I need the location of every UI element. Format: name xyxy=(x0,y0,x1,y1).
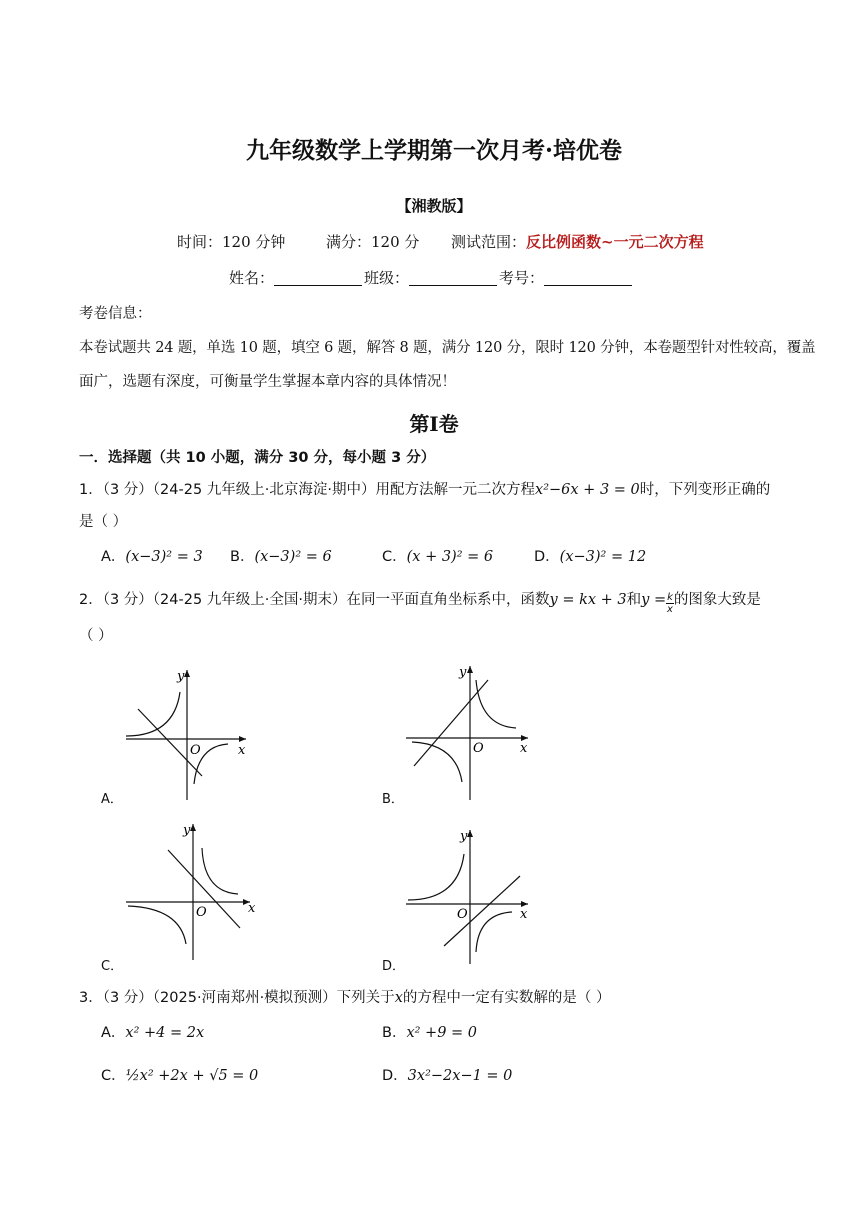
info-heading: 考卷信息： xyxy=(79,306,152,322)
time-info: 时间：120 分钟 xyxy=(177,233,286,251)
q1-option-b-label: B． xyxy=(230,549,255,565)
q3-option-c-expr: ½x² +2x + √5 = 0 xyxy=(125,1068,259,1084)
x-axis-label: x xyxy=(248,901,256,916)
q3-option-a[interactable] xyxy=(101,1021,204,1042)
q2-graph-c xyxy=(120,820,265,965)
q1-stem-line2: 是（ ） xyxy=(79,514,128,530)
q1-option-b[interactable] xyxy=(230,545,332,566)
q3-suffix: 的方程中一定有实数解的是（ ） xyxy=(402,990,611,1006)
q1-option-d-label: D． xyxy=(534,549,560,565)
q3-option-b[interactable] xyxy=(382,1021,477,1042)
name-label: 姓名： xyxy=(229,269,275,287)
hyperbola-branch-1 xyxy=(126,692,180,736)
q3-option-c-label: C． xyxy=(101,1068,126,1084)
class-label: 班级： xyxy=(364,269,410,287)
q2-func2-lhs: y = xyxy=(641,592,667,608)
q1-option-a-label: A． xyxy=(101,549,126,565)
y-axis-label: y xyxy=(459,665,467,680)
q2-option-c[interactable]: C． xyxy=(101,959,124,974)
q1-suffix: 时，下列变形正确的 xyxy=(639,482,771,498)
q2-suffix: 的图象大致是 xyxy=(673,592,761,608)
part1-heading: 一．选择题（共 10 小题，满分 30 分，每小题 3 分） xyxy=(79,450,436,466)
linear-graph xyxy=(444,876,520,946)
q1-option-d[interactable] xyxy=(534,545,646,566)
origin-label: O xyxy=(196,905,207,920)
exam-no-field[interactable] xyxy=(544,271,632,286)
scope-value: 反比例函数~一元二次方程 xyxy=(526,233,704,251)
q3-option-a-label: A． xyxy=(101,1025,126,1041)
q2-option-a[interactable]: A． xyxy=(101,792,123,807)
y-axis-label: y xyxy=(183,823,191,838)
hyperbola-branch-1 xyxy=(408,854,464,900)
q1-option-c-label: C． xyxy=(382,549,407,565)
q3-option-b-expr: x² +9 = 0 xyxy=(406,1025,478,1041)
hyperbola-branch-2 xyxy=(412,742,462,782)
x-axis-label: x xyxy=(238,743,246,758)
origin-label: O xyxy=(473,741,484,756)
hyperbola-branch-2 xyxy=(476,912,512,952)
q2-stem xyxy=(79,588,761,615)
q2-option-d[interactable]: D． xyxy=(382,959,406,974)
origin-label: O xyxy=(190,743,201,758)
name-field[interactable] xyxy=(274,271,362,286)
x-axis-arrow xyxy=(239,736,246,742)
class-field[interactable] xyxy=(409,271,497,286)
y-axis-arrow xyxy=(190,824,196,831)
info-line-2: 面广，选题有深度，可衡量学生掌握本章内容的具体情况！ xyxy=(79,374,456,390)
q3-option-a-expr: x² +4 = 2x xyxy=(125,1025,205,1041)
q2-and: 和 xyxy=(626,592,642,608)
q2-func2-fraction xyxy=(666,592,674,615)
scope-info xyxy=(451,231,704,252)
q1-option-c[interactable] xyxy=(382,545,493,566)
q1-stem xyxy=(79,478,770,499)
q3-option-b-label: B． xyxy=(382,1025,407,1041)
hyperbola-branch-1 xyxy=(202,848,238,894)
q1-option-c-expr: (x + 3)² = 6 xyxy=(406,549,494,565)
student-info-row xyxy=(229,267,634,288)
q2-prefix: 2．（3 分）（24-25 九年级上·全国·期末）在同一平面直角坐标系中，函数 xyxy=(79,592,550,608)
q2-stem-line2: （ ） xyxy=(79,628,113,644)
scope-label: 测试范围： xyxy=(451,233,527,251)
q1-option-a-expr: (x−3)² = 3 xyxy=(125,549,203,565)
q1-option-b-expr: (x−3)² = 6 xyxy=(254,549,332,565)
exam-no-label: 考号： xyxy=(499,269,545,287)
q1-equation: x²−6x + 3 = 0 xyxy=(535,482,640,498)
q3-option-d-expr: 3x²−2x−1 = 0 xyxy=(407,1068,513,1084)
y-axis-arrow xyxy=(467,830,473,837)
edition-label: 【湘教版】 xyxy=(396,197,472,215)
hyperbola-branch-2 xyxy=(128,906,186,944)
q1-option-a[interactable] xyxy=(101,545,203,566)
info-line-1: 本卷试题共 24 题，单选 10 题，填空 6 题，解答 8 题，满分 120 分，限时 120 分钟，本卷题型针对性较高，覆盖 xyxy=(79,340,816,356)
q2-func2-num: k xyxy=(667,592,673,603)
q2-func2-den: x xyxy=(667,604,673,615)
q3-option-d-label: D． xyxy=(382,1068,408,1084)
q3-var: x xyxy=(394,990,403,1006)
q2-graph-b xyxy=(400,660,540,800)
q1-prefix: 1．（3 分）（24-25 九年级上·北京海淀·期中）用配方法解一元二次方程 xyxy=(79,482,536,498)
q2-graph-a xyxy=(120,664,260,804)
q3-prefix: 3．（3 分）（2025·河南郑州·模拟预测）下列关于 xyxy=(79,990,395,1006)
q3-stem xyxy=(79,986,610,1007)
score-info: 满分：120 分 xyxy=(326,233,420,251)
page-title: 九年级数学上学期第一次月考·培优卷 xyxy=(245,137,622,164)
origin-label: O xyxy=(457,907,468,922)
y-axis-label: y xyxy=(177,669,185,684)
q2-graph-d xyxy=(400,826,540,966)
q1-option-d-expr: (x−3)² = 12 xyxy=(559,549,647,565)
y-axis-arrow xyxy=(184,670,190,677)
q2-func1: y = kx + 3 xyxy=(549,592,627,608)
q2-option-b[interactable]: B． xyxy=(382,792,404,807)
y-axis-label: y xyxy=(460,829,468,844)
x-axis-label: x xyxy=(520,741,528,756)
q3-option-d[interactable] xyxy=(382,1064,512,1085)
q3-option-c[interactable] xyxy=(101,1064,258,1085)
x-axis-label: x xyxy=(520,907,528,922)
y-axis-arrow xyxy=(467,666,473,673)
section-title: 第I卷 xyxy=(409,412,459,436)
